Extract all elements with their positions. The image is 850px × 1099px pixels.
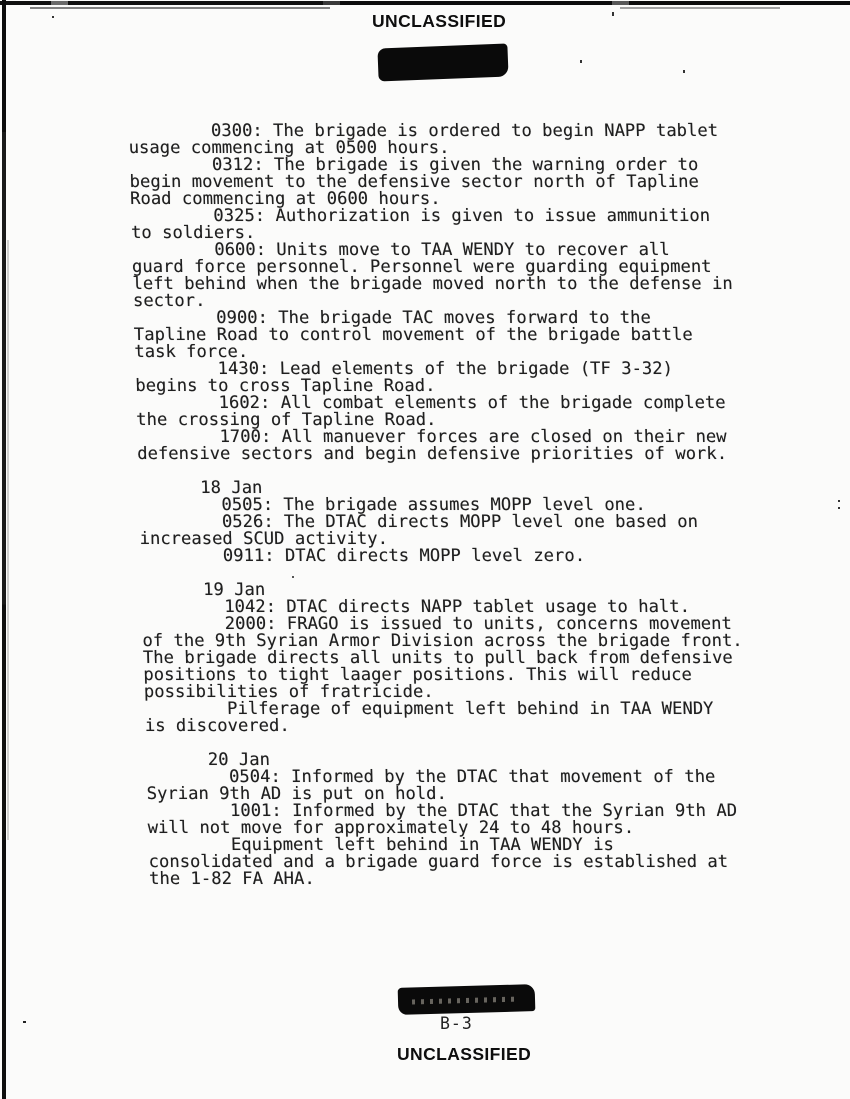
timeline-entry: 0600: Units move to TAA WENDY to recover all guard force personnel. Personnel were guarding equipment left behind when the brigade moved north to the defense in sector. xyxy=(131,240,733,311)
date-heading: 19 Jan xyxy=(140,580,266,600)
scan-speck xyxy=(612,12,614,16)
timeline-entry: 0312: The brigade is given the warning order to begin movement to the defensive sector north of Tapline Road commencing at 0600 hours. xyxy=(128,155,700,209)
timeline-entry: Equipment left behind in TAA WENDY is consolidated and a brigade guard force is established at the 1-82 FA AHA. xyxy=(147,835,729,889)
page-top-border-smudge xyxy=(30,7,330,9)
timeline-entry: 0325: Authorization is given to issue ammunition to soldiers. xyxy=(130,206,711,243)
timeline-section-19jan xyxy=(141,582,785,735)
document-body xyxy=(128,123,789,888)
scan-speck xyxy=(52,16,54,18)
timeline-entry: 1700: All manuever forces are closed on their new defensive sectors and begin defensive priorities of work. xyxy=(136,427,728,464)
page-top-border-smudge xyxy=(620,7,780,9)
timeline-entry: 0504: Informed by the DTAC that movement of the Syrian 9th AD is put on hold. xyxy=(145,767,716,804)
timeline-section-20jan xyxy=(146,752,790,888)
timeline-section-18jan xyxy=(138,480,780,565)
timeline-entry: Pilferage of equipment left behind in TAA WENDY is discovered. xyxy=(144,699,714,736)
timeline-entry: 2000: FRAGO is issued to units, concerns movement of the 9th Syrian Armor Division across the brigade front. The brigade directs all units to pull back from defensive positions to tight laager positions. This will reduce possibilities of fratricide. xyxy=(141,614,743,702)
page-left-edge-line xyxy=(2,0,6,1099)
timeline-entry: 0900: The brigade TAC moves forward to the Tapline Road to control movement of the brigade battle task force. xyxy=(133,308,693,362)
scan-speck xyxy=(23,1021,26,1023)
timeline-entry: 0526: The DTAC directs MOPP level one based on increased SCUD activity. xyxy=(138,512,699,549)
scan-speck xyxy=(292,576,294,578)
classification-footer: UNCLASSIFIED xyxy=(397,1044,532,1064)
timeline-entry: 1042: DTAC directs NAPP tablet usage to halt. xyxy=(141,597,691,617)
date-heading: 18 Jan xyxy=(137,478,263,498)
redaction-bar-bottom xyxy=(398,984,536,1015)
page-top-border-line xyxy=(0,1,850,5)
date-heading: 20 Jan xyxy=(145,750,271,770)
timeline-entry: 1001: Informed by the DTAC that the Syrian 9th AD will not move for approximately 24 to 48 hours. xyxy=(146,801,738,838)
timeline-entry: 1430: Lead elements of the brigade (TF 3-32) begins to cross Tapline Road. xyxy=(134,359,674,396)
scan-speck xyxy=(838,500,840,502)
scan-speck xyxy=(838,507,840,509)
timeline-entry: 0911: DTAC directs MOPP level zero. xyxy=(139,546,586,566)
timeline-entry: 0300: The brigade is ordered to begin NAPP tablet usage commencing at 0500 hours. xyxy=(127,121,719,158)
redaction-bar-top xyxy=(377,44,508,82)
classification-header: UNCLASSIFIED xyxy=(372,11,507,31)
page-left-edge-fringe xyxy=(7,240,9,840)
timeline-entry: 0505: The brigade assumes MOPP level one. xyxy=(138,495,646,515)
page-number: B-3 xyxy=(440,1014,473,1033)
scan-speck xyxy=(683,70,685,73)
timeline-section-undated xyxy=(128,123,777,463)
scan-speck xyxy=(580,60,582,63)
timeline-entry: 1602: All combat elements of the brigade complete the crossing of Tapline Road. xyxy=(135,393,726,430)
